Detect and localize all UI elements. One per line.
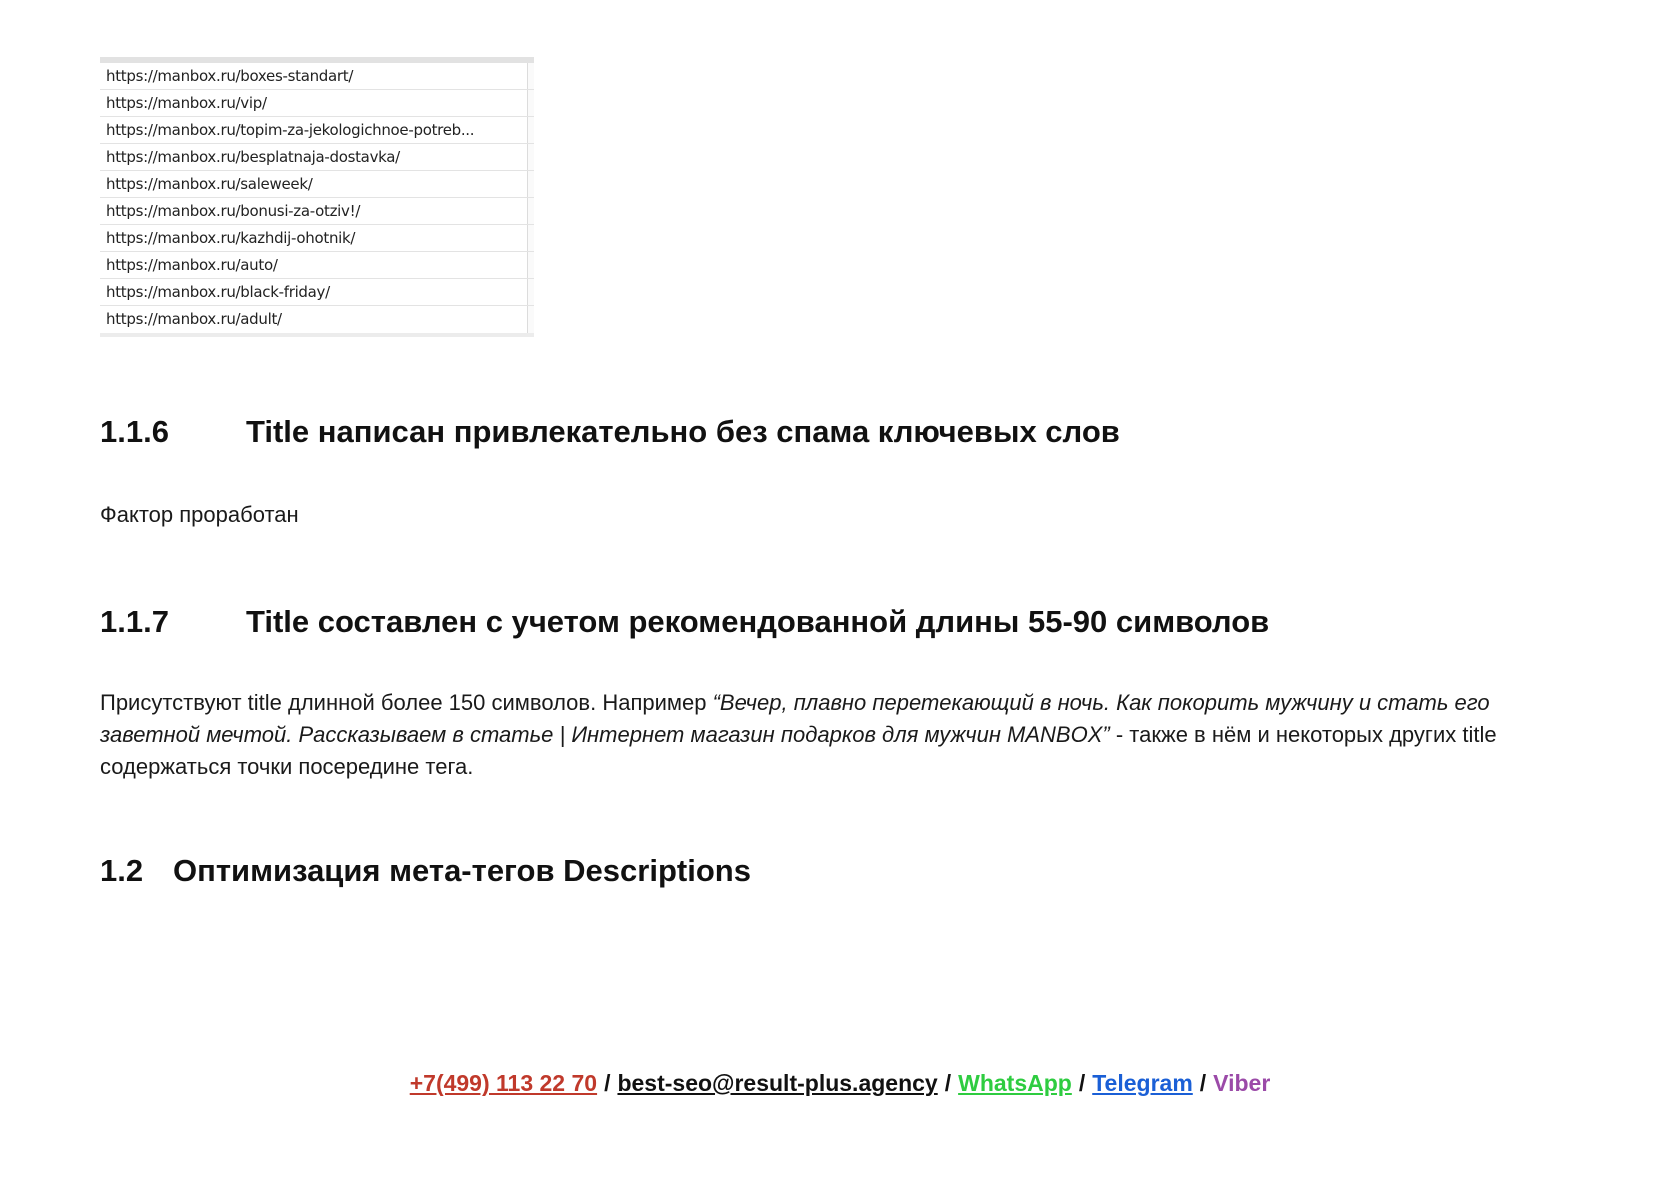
separator: / (604, 1070, 611, 1096)
telegram-link[interactable]: Telegram (1092, 1070, 1193, 1096)
section-heading-117 (100, 604, 1269, 640)
section-number: 1.1.6 (100, 414, 169, 449)
table-row (100, 63, 534, 90)
url-cell: https://manbox.ru/topim-za-jekologichnoe-potreb... (106, 121, 475, 139)
url-cell: https://manbox.ru/saleweek/ (106, 175, 313, 193)
url-cell: https://manbox.ru/vip/ (106, 94, 267, 112)
table-row (100, 90, 534, 117)
section-number: 1.1.7 (100, 604, 169, 639)
separator: / (1078, 1070, 1086, 1096)
table-row (100, 171, 534, 198)
url-table (100, 57, 534, 337)
section-heading-12 (100, 853, 751, 889)
table-row (100, 279, 534, 306)
url-cell: https://manbox.ru/adult/ (106, 310, 282, 328)
separator: / (944, 1070, 952, 1096)
text-suffix: - также в нём и некоторых других title содержаться точки посередине тега. (100, 722, 1497, 779)
section-number: 1.2 (100, 853, 144, 888)
whatsapp-link[interactable]: WhatsApp (958, 1070, 1072, 1096)
section-title: Оптимизация мета-тегов Descriptions (173, 853, 751, 888)
section-title: Title составлен с учетом рекомендованной длины 55-90 символов (246, 604, 1270, 639)
phone-link[interactable]: +7(499) 113 22 70 (409, 1070, 598, 1096)
table-row (100, 225, 534, 252)
url-cell: https://manbox.ru/kazhdij-ohotnik/ (106, 229, 356, 247)
table-row (100, 306, 534, 333)
url-cell: https://manbox.ru/boxes-standart/ (106, 67, 354, 85)
section-title: Title написан привлекательно без спама ключевых слов (246, 414, 1120, 449)
section-heading-116 (100, 414, 1120, 450)
email-link[interactable]: best-seo@result-plus.agency (617, 1070, 938, 1096)
url-cell: https://manbox.ru/bonusi-za-otziv!/ (106, 202, 361, 220)
url-cell: https://manbox.ru/besplatnaja-dostavka/ (106, 148, 400, 166)
section-116-text: Фактор проработан (100, 502, 299, 527)
table-row (100, 117, 534, 144)
section-117-text (100, 687, 1540, 783)
url-cell: https://manbox.ru/black-friday/ (106, 283, 330, 301)
table-row (100, 252, 534, 279)
title-example-quote: “Вечер, плавно перетекающий в ночь. Как покорить мужчину и стать его заветной мечтой. Рассказываем в статье | Интернет магазин подарков для мужчин MANBOX” (100, 690, 1490, 747)
table-row (100, 198, 534, 225)
separator: / (1199, 1070, 1207, 1096)
footer-contacts (0, 1070, 1680, 1097)
table-row (100, 144, 534, 171)
url-cell: https://manbox.ru/auto/ (106, 256, 278, 274)
text-prefix: Присутствуют title длинной более 150 символов. Например (100, 690, 713, 715)
viber-link[interactable]: Viber (1213, 1070, 1271, 1096)
